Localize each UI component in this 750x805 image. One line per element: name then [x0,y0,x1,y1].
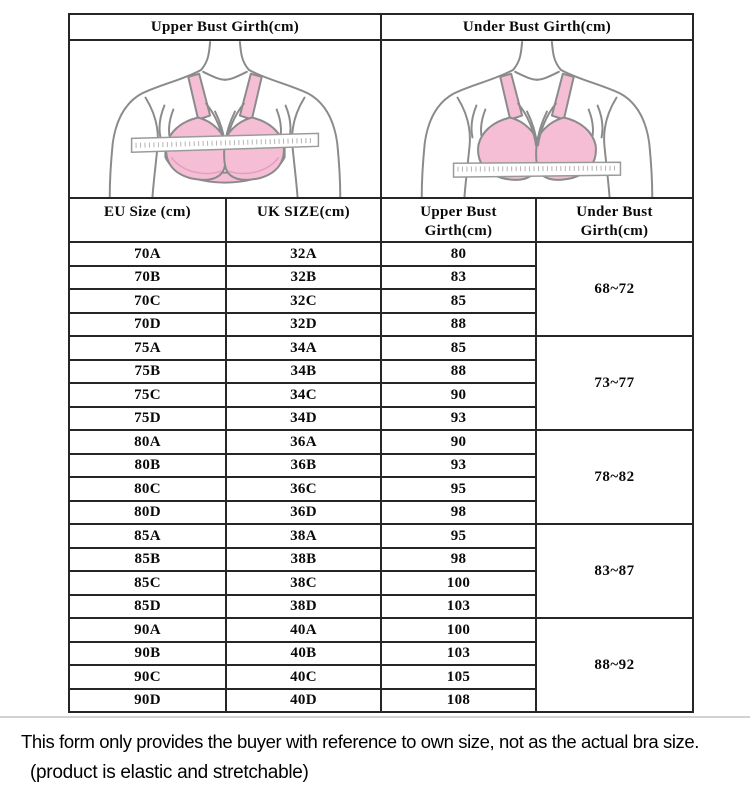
col-header-line: Upper Bust [420,204,497,220]
col-header-line: UK SIZE(cm) [257,204,350,220]
upper-bust-girth-cell: 105 [381,665,536,689]
uk-size-cell: 32C [226,289,381,313]
eu-size-cell: 80C [69,477,226,501]
col-header-line: Under Bust [576,204,653,220]
eu-size-cell: 75D [69,407,226,431]
uk-size-cell: 36C [226,477,381,501]
footer-note [0,716,750,784]
uk-size-cell: 40D [226,689,381,713]
upper-bust-girth-header: Upper Bust Girth(cm) [69,14,381,40]
size-chart-table [68,13,694,713]
col-header-uk-size [226,198,381,242]
upper-bust-girth-cell: 88 [381,360,536,384]
eu-size-cell: 90A [69,618,226,642]
upper-bust-girth-cell: 85 [381,336,536,360]
under-bust-range-cell: 88~92 [536,618,693,712]
upper-bust-girth-cell: 90 [381,383,536,407]
eu-size-cell: 70C [69,289,226,313]
uk-size-cell: 36D [226,501,381,525]
under-bust-range-cell: 78~82 [536,430,693,524]
upper-bust-girth-cell: 80 [381,242,536,266]
eu-size-cell: 80B [69,454,226,478]
eu-size-cell: 85A [69,524,226,548]
uk-size-cell: 36A [226,430,381,454]
bra-drawing [165,74,284,183]
under-bust-range-cell: 68~72 [536,242,693,336]
column-header-row [69,198,693,242]
under-bust-range-cell: 83~87 [536,524,693,618]
col-header-line: Girth(cm) [580,223,649,239]
uk-size-cell: 36B [226,454,381,478]
footer-note-line2: (product is elastic and stretchable) [30,762,309,783]
eu-size-cell: 85D [69,595,226,619]
eu-size-cell: 75A [69,336,226,360]
col-header-upper-bust [381,198,536,242]
eu-size-cell: 85B [69,548,226,572]
footer-note-line1: This form only provides the buyer with reference to own size, not as the actual bra size. [21,731,700,752]
eu-size-cell: 75B [69,360,226,384]
eu-size-cell: 90C [69,665,226,689]
uk-size-cell: 38C [226,571,381,595]
eu-size-cell: 75C [69,383,226,407]
upper-bust-girth-cell: 88 [381,313,536,337]
upper-bust-girth-cell: 93 [381,454,536,478]
upper-bust-girth-cell: 95 [381,477,536,501]
uk-size-cell: 38A [226,524,381,548]
upper-bust-girth-cell: 90 [381,430,536,454]
upper-bust-girth-cell: 95 [381,524,536,548]
uk-size-cell: 32D [226,313,381,337]
eu-size-cell: 80A [69,430,226,454]
upper-bust-girth-cell: 100 [381,618,536,642]
size-row [69,618,693,642]
uk-size-cell: 34C [226,383,381,407]
size-row [69,524,693,548]
under-bust-measurement-illustration [382,41,692,197]
upper-bust-girth-cell: 98 [381,548,536,572]
uk-size-cell: 34B [226,360,381,384]
eu-size-cell: 70B [69,266,226,290]
upper-bust-girth-cell: 93 [381,407,536,431]
uk-size-cell: 40C [226,665,381,689]
measurement-header-row [69,14,693,40]
upper-bust-illustration-cell [69,40,381,198]
uk-size-cell: 40A [226,618,381,642]
size-row [69,242,693,266]
uk-size-cell: 34A [226,336,381,360]
upper-bust-girth-cell: 85 [381,289,536,313]
uk-size-cell: 34D [226,407,381,431]
measuring-tape-under-bust [454,162,621,177]
size-row [69,336,693,360]
upper-bust-girth-cell: 98 [381,501,536,525]
uk-size-cell: 32A [226,242,381,266]
upper-bust-girth-cell: 83 [381,266,536,290]
illustration-row [69,40,693,198]
under-bust-girth-header: Under Bust Girth(cm) [381,14,693,40]
under-bust-illustration-cell [381,40,693,198]
eu-size-cell: 90B [69,642,226,666]
eu-size-cell: 80D [69,501,226,525]
uk-size-cell: 40B [226,642,381,666]
eu-size-cell: 85C [69,571,226,595]
uk-size-cell: 38B [226,548,381,572]
upper-bust-girth-cell: 103 [381,642,536,666]
col-header-line: Girth(cm) [424,223,493,239]
under-bust-range-cell: 73~77 [536,336,693,430]
uk-size-cell: 32B [226,266,381,290]
col-header-under-bust [536,198,693,242]
upper-bust-girth-cell: 100 [381,571,536,595]
col-header-eu-size [69,198,226,242]
eu-size-cell: 90D [69,689,226,713]
eu-size-cell: 70D [69,313,226,337]
upper-bust-girth-cell: 108 [381,689,536,713]
upper-bust-girth-cell: 103 [381,595,536,619]
eu-size-cell: 70A [69,242,226,266]
upper-bust-measurement-illustration [70,41,380,197]
uk-size-cell: 38D [226,595,381,619]
size-row [69,430,693,454]
col-header-line: EU Size (cm) [104,204,191,220]
